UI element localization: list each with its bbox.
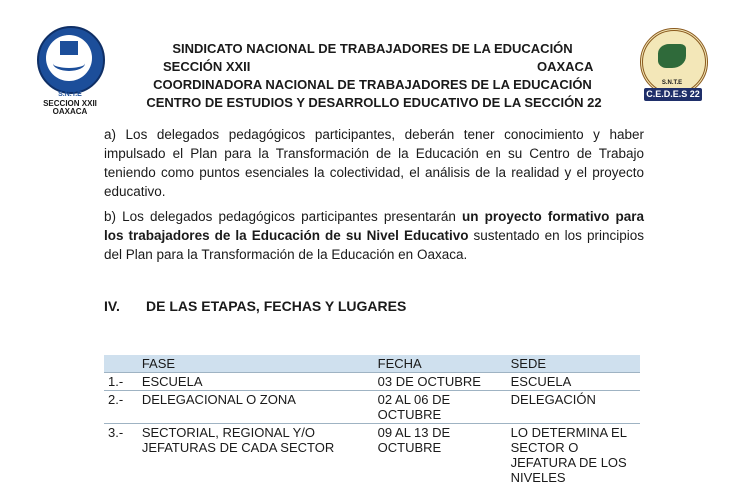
paragraph-b xyxy=(104,207,644,264)
row-fecha: 03 DE OCTUBRE xyxy=(374,373,507,391)
row-number: 2.- xyxy=(104,391,138,424)
paragraph-b-end: sustentado en los principios del Plan para la Transformación de la Educación en Oaxaca. xyxy=(104,228,644,262)
row-fecha: 02 AL 06 DE OCTUBRE xyxy=(374,391,507,424)
logo-left-caption2: OAXACA xyxy=(52,107,88,116)
header-sede: SEDE xyxy=(507,355,640,373)
table-row xyxy=(104,391,640,424)
header-line4: CENTRO DE ESTUDIOS Y DESARROLLO EDUCATIVO DE LA SECCIÓN 22 xyxy=(146,95,602,110)
row-number: 1.- xyxy=(104,373,138,391)
logo-right-plate: C.E.D.E.S 22 xyxy=(644,88,702,101)
section-heading xyxy=(104,298,406,314)
section-title: DE LAS ETAPAS, FECHAS Y LUGARES xyxy=(146,298,407,314)
header-fecha: FECHA xyxy=(374,355,507,373)
row-sede: LO DETERMINA EL SECTOR O JEFATURA DE LOS NIVELES xyxy=(507,424,640,486)
table-row xyxy=(104,424,640,486)
logo-right-snte: S.N.T.E xyxy=(661,80,683,86)
building-icon xyxy=(60,41,78,55)
section-number: IV. xyxy=(104,298,120,314)
table-row xyxy=(104,373,640,391)
row-number: 3.- xyxy=(104,424,138,486)
stages-table xyxy=(104,355,640,486)
paragraph-b-start: b) Los delegados pedagógicos participantes presentarán xyxy=(104,209,463,224)
logo-left-snte: S.N.T.E xyxy=(58,91,82,98)
header-state: OAXACA xyxy=(537,59,594,74)
paragraph-a: a) Los delegados pedagógicos participantes, deberán tener conocimiento y haber impulsado el Plan para la Transformación de la Educación en su Centro de Trabajo teniendo como puntos esenciales la colectividad, el análisis de la realidad y el proyecto educativo. xyxy=(104,127,644,199)
paragraph-b-bold: un proyecto formativo para los trabajadores de la Educación de su Nivel Educativo xyxy=(104,209,644,243)
row-fase: DELEGACIONAL O ZONA xyxy=(138,391,374,424)
row-fase: SECTORIAL, REGIONAL Y/O JEFATURAS DE CADA SECTOR xyxy=(138,424,374,486)
logo-left-caption1: SECCION XXII xyxy=(43,99,97,108)
row-fase: ESCUELA xyxy=(138,373,374,391)
book-icon xyxy=(53,56,85,71)
header-section: SECCIÓN XXII xyxy=(163,59,251,74)
row-sede: ESCUELA xyxy=(507,373,640,391)
mexico-map-icon xyxy=(658,44,686,68)
header-fase: FASE xyxy=(138,355,374,373)
cedes-logo xyxy=(636,28,712,106)
snte-logo xyxy=(33,26,107,116)
row-fecha: 09 AL 13 DE OCTUBRE xyxy=(374,424,507,486)
row-sede: DELEGACIÓN xyxy=(507,391,640,424)
header-line1: SINDICATO NACIONAL DE TRABAJADORES DE LA EDUCACIÓN xyxy=(172,41,573,56)
table-header-row xyxy=(104,355,640,373)
header-line3: COORDINADORA NACIONAL DE TRABAJADORES DE LA EDUCACIÓN xyxy=(153,77,592,92)
